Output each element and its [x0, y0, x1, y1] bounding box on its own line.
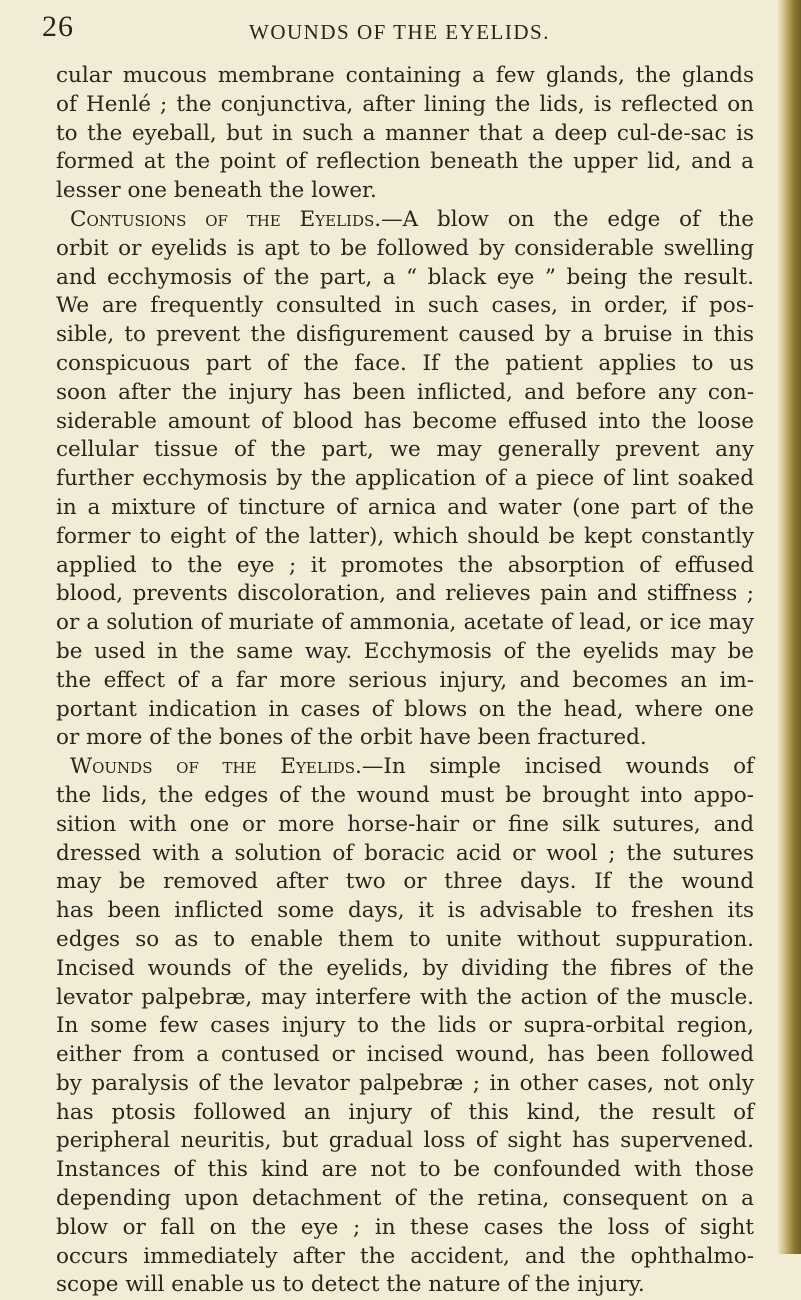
text-line — [56, 436, 754, 465]
line-text: conspicuous part of the face. If the patient applies to us — [56, 350, 754, 376]
line-text: sition with one or more horse-hair or fine silk sutures, and — [56, 811, 754, 837]
line-text: occurs immediately after the accident, and the ophthalmo- — [56, 1243, 754, 1269]
line-text: dressed with a solution of boracic acid or wool ; the sutures — [56, 840, 754, 866]
text-line — [56, 955, 754, 984]
text-line — [56, 235, 754, 264]
text-line — [56, 638, 754, 667]
line-text: and ecchymosis of the part, a “ black eye ” being the result. — [56, 264, 754, 290]
text-line — [56, 379, 754, 408]
line-text: We are frequently consulted in such cases, in order, if pos- — [56, 293, 754, 319]
text-line — [56, 523, 754, 552]
section-heading-line — [56, 206, 754, 235]
text-line — [56, 580, 754, 609]
text-line — [56, 1271, 754, 1300]
text-line — [56, 120, 754, 149]
line-text: in a mixture of tincture of arnica and water (one part of the — [56, 494, 754, 520]
text-line — [56, 1156, 754, 1185]
section-heading: Wounds of the Eyelids. — [70, 754, 362, 780]
text-line — [56, 494, 754, 523]
text-line — [56, 840, 754, 869]
text-line — [56, 1041, 754, 1070]
line-text: peripheral neuritis, but gradual loss of sight has supervened. — [56, 1128, 754, 1154]
text-line — [56, 984, 754, 1013]
text-line — [56, 1099, 754, 1128]
section-heading-line — [56, 753, 754, 782]
section-heading: Contusions of the Eyelids. — [70, 206, 382, 232]
line-text: has been inflicted some days, it is advisable to freshen its — [56, 898, 754, 924]
line-text: further ecchymosis by the application of a piece of lint soaked — [56, 466, 754, 492]
line-text: Instances of this kind are not to be confounded with those — [56, 1157, 754, 1183]
running-title: WOUNDS OF THE EYELIDS. — [249, 20, 550, 44]
line-text: may be removed after two or three days. If the wound — [56, 869, 754, 895]
text-line — [56, 1070, 754, 1099]
text-line — [56, 408, 754, 437]
line-text: sible, to prevent the disfigurement caused by a bruise in this — [56, 322, 754, 348]
text-line — [56, 868, 754, 897]
text-line — [56, 264, 754, 293]
text-line — [56, 148, 754, 177]
line-text: siderable amount of blood has become effused into the loose — [56, 408, 754, 434]
text-line — [56, 1012, 754, 1041]
text-line — [56, 292, 754, 321]
line-text: formed at the point of reflection beneath the upper lid, and a — [56, 149, 754, 175]
line-text: Incised wounds of the eyelids, by dividing the fibres of the — [56, 955, 754, 981]
line-text: In some few cases injury to the lids or supra-orbital region, — [56, 1013, 754, 1039]
line-text: levator palpebræ, may interfere with the action of the muscle. — [56, 984, 754, 1010]
line-text: or more of the bones of the orbit have been fractured. — [56, 725, 647, 751]
line-text: blow or fall on the eye ; in these cases the loss of sight — [56, 1214, 754, 1240]
line-text: former to eight of the latter), which should be kept constantly — [56, 523, 754, 549]
line-text: cular mucous membrane containing a few glands, the glands — [56, 63, 754, 88]
line-text: applied to the eye ; it promotes the absorption of effused — [56, 552, 754, 578]
text-line — [56, 177, 754, 206]
line-text: —A blow on the edge of the — [381, 206, 755, 232]
text-line — [56, 91, 754, 120]
line-text: soon after the injury has been inflicted, and before any con- — [56, 379, 754, 405]
line-text: be used in the same way. Ecchymosis of the eyelids may be — [56, 638, 754, 664]
line-text: the effect of a far more serious injury, and becomes an im- — [56, 667, 754, 693]
text-line — [56, 465, 754, 494]
line-text: cellular tissue of the part, we may generally prevent any — [56, 437, 754, 463]
line-text: lesser one beneath the lower. — [56, 178, 377, 204]
line-text: by paralysis of the levator palpebræ ; in other cases, not only — [56, 1070, 754, 1096]
line-text: orbit or eyelids is apt to be followed by considerable swelling — [56, 235, 754, 261]
text-line — [56, 62, 754, 91]
text-line — [56, 811, 754, 840]
line-text: scope will enable us to detect the nature of the injury. — [56, 1272, 645, 1298]
line-text: the lids, the edges of the wound must be brought into appo- — [56, 782, 754, 808]
text-line — [56, 724, 754, 753]
line-text: —In simple incised wounds of — [361, 754, 754, 780]
text-line — [56, 1127, 754, 1156]
page-number: 26 — [42, 10, 74, 43]
line-text: or a solution of muriate of ammonia, acetate of lead, or ice may — [56, 610, 754, 636]
line-text: to the eyeball, but in such a manner that a deep cul-de-sac is — [56, 120, 754, 146]
text-line — [56, 321, 754, 350]
line-text: blood, prevents discoloration, and relieves pain and stiffness ; — [56, 581, 754, 607]
text-line — [56, 696, 754, 725]
text-line — [56, 897, 754, 926]
line-text: portant indication in cases of blows on the head, where one — [56, 696, 754, 722]
text-line — [56, 552, 754, 581]
text-line — [56, 350, 754, 379]
line-text: depending upon detachment of the retina, consequent on a — [56, 1186, 754, 1212]
text-line — [56, 782, 754, 811]
line-text: edges so as to enable them to unite without suppuration. — [56, 926, 754, 952]
line-text: either from a contused or incised wound, has been followed — [56, 1042, 754, 1068]
text-line — [56, 667, 754, 696]
text-line — [56, 609, 754, 638]
text-line — [56, 1214, 754, 1243]
line-text: has ptosis followed an injury of this kind, the result of — [56, 1099, 754, 1125]
running-head — [42, 8, 757, 48]
line-text: of Henlé ; the conjunctiva, after lining the lids, is reflected on — [56, 91, 754, 117]
body-text — [56, 62, 754, 1300]
page-spine-edge — [777, 0, 801, 1254]
text-line — [56, 1243, 754, 1272]
text-line — [56, 926, 754, 955]
text-line — [56, 1185, 754, 1214]
